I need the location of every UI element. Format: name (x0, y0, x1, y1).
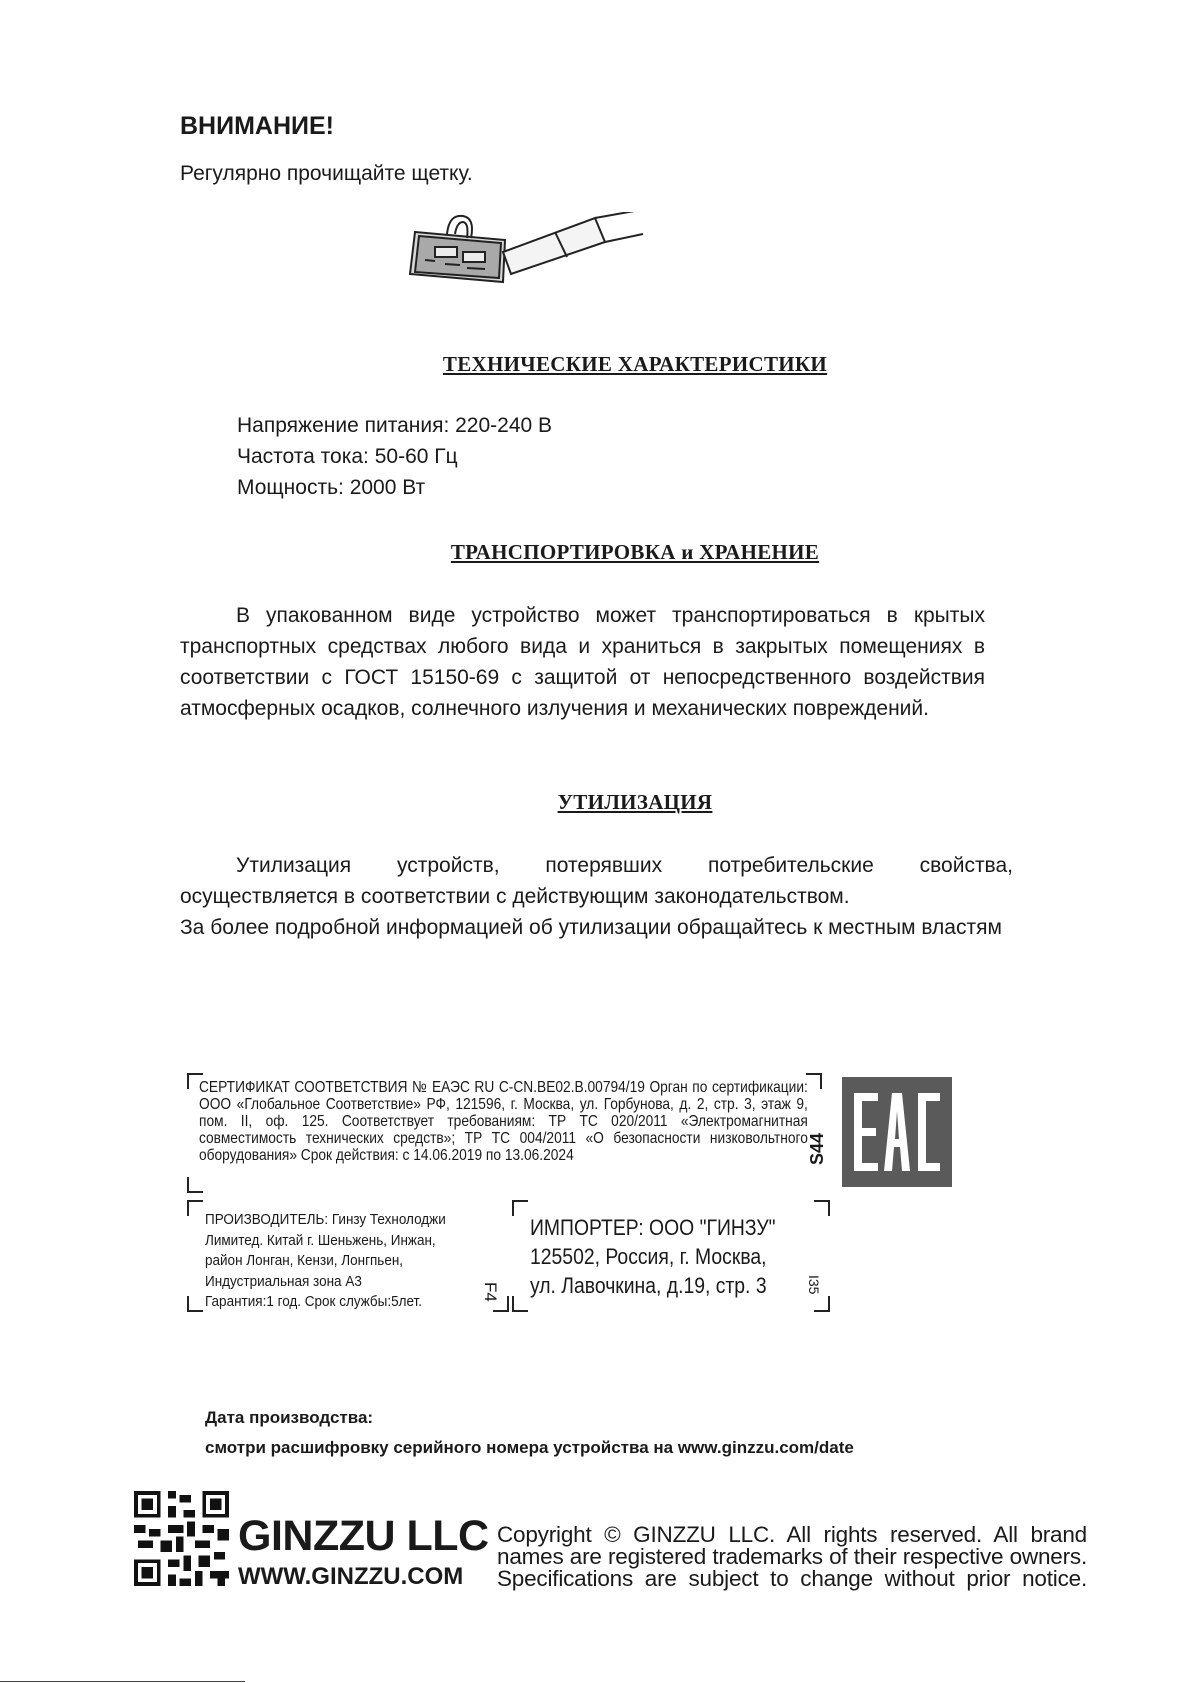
copyright-line: Copyright © GINZZU LLC. All rights reserved. All brand (497, 1522, 1087, 1547)
disposal-paragraph (180, 850, 1013, 943)
manufacturer-line: Гарантия:1 год. Срок службы:5лет. (205, 1293, 422, 1310)
importer-info (530, 1213, 794, 1300)
corner-mark (187, 1177, 203, 1193)
attention-title: ВНИМАНИЕ! (180, 112, 334, 140)
brand-name: GINZZU LLC (238, 1512, 489, 1560)
manufacturer-line: Индустриальная зона А3 (205, 1272, 362, 1290)
tech-heading: ТЕХНИЧЕСКИЕ ХАРАКТЕРИСТИКИ (442, 352, 828, 376)
transport-heading: ТРАНСПОРТИРОВКА и ХРАНЕНИЕ (450, 540, 820, 564)
eac-logo (842, 1077, 952, 1187)
importer-line: ИМПОРТЕР: ООО "ГИНЗУ" (530, 1215, 776, 1240)
disposal-text-1: Утилизация устройств, потерявших потребительские свойства, осуществляется в соответствии с действующим законодательством. (180, 854, 1013, 908)
manufacturer-line: район Лонган, Кензи, Лонгпьен, (205, 1252, 404, 1269)
production-date-title: Дата производства: (205, 1408, 374, 1427)
importer-code: I35 (806, 1275, 822, 1295)
manufacturer-code: F4 (481, 1282, 500, 1302)
certificate-text: СЕРТИФИКАТ СООТВЕТСТВИЯ № ЕАЭС RU C-CN.BE02.B.00794/19 Орган по сертификации: ООО «Глобальное Соответствие» РФ, 121596, г. Москва, ул. Горбунова, д. 2, стр. 3, этаж 9, пом. II, оф. 125. Соответствует требованиям: ТР ТС 020/2011 «Электромагнитная совместимость технических средств»; ТР ТС 004/2011 «О безопасности низковольтного оборудования» Срок действия: с 14.06.2019 по 13.06.2024 (199, 1079, 808, 1164)
attention-text: Регулярно прочищайте щетку. (180, 162, 473, 185)
copyright-line: names are registered trademarks of their respective owners. (497, 1544, 1087, 1569)
spec-voltage: Напряжение питания: 220-240 В (237, 414, 553, 437)
spec-frequency: Частота тока: 50-60 Гц (237, 445, 458, 468)
brand-url: WWW.GINZZU.COM (238, 1563, 464, 1590)
brush-cleaning-icon (405, 212, 645, 302)
footer-divider (0, 1681, 245, 1682)
corner-mark (806, 1073, 822, 1089)
corner-mark (187, 1296, 203, 1312)
corner-mark (512, 1200, 528, 1216)
certificate-box (187, 1073, 822, 1193)
certificate-code: S44 (807, 1132, 827, 1165)
transport-text: В упакованном виде устройство может транспортироваться в крытых транспортных средствах любого вида и храниться в закрытых помещениях в соответствии с ГОСТ 15150-69 с защитой от непосредственного воздействия атмосферных осадков, солнечного излучения и механических повреждений. (180, 604, 985, 720)
transport-paragraph (180, 600, 985, 724)
corner-mark (814, 1296, 830, 1312)
manufacturer-line: ПРОИЗВОДИТЕЛЬ: Гинзу Технолоджи (205, 1211, 446, 1228)
disposal-heading: УТИЛИЗАЦИЯ (557, 790, 713, 814)
disposal-text-2: За более подробной информацией об утилизации обращайтесь к местным властям (180, 916, 1002, 939)
copyright-notice (497, 1524, 1087, 1590)
corner-mark (187, 1200, 203, 1216)
importer-line: ул. Лавочкина, д.19, стр. 3 (530, 1273, 767, 1298)
manufacturer-info (205, 1210, 466, 1313)
importer-line: 125502, Россия, г. Москва, (530, 1244, 767, 1269)
corner-mark (512, 1296, 528, 1312)
production-date-text: смотри расшифровку серийного номера устройства на www.ginzzu.com/date (205, 1438, 854, 1457)
corner-mark (814, 1200, 830, 1216)
spec-power: Мощность: 2000 Вт (237, 476, 426, 499)
manufacturer-line: Лимитед. Китай г. Шеньжень, Инжан, (205, 1231, 436, 1249)
copyright-line: Specifications are subject to change without prior notice. (497, 1566, 1087, 1591)
qr-code-icon (134, 1491, 229, 1586)
